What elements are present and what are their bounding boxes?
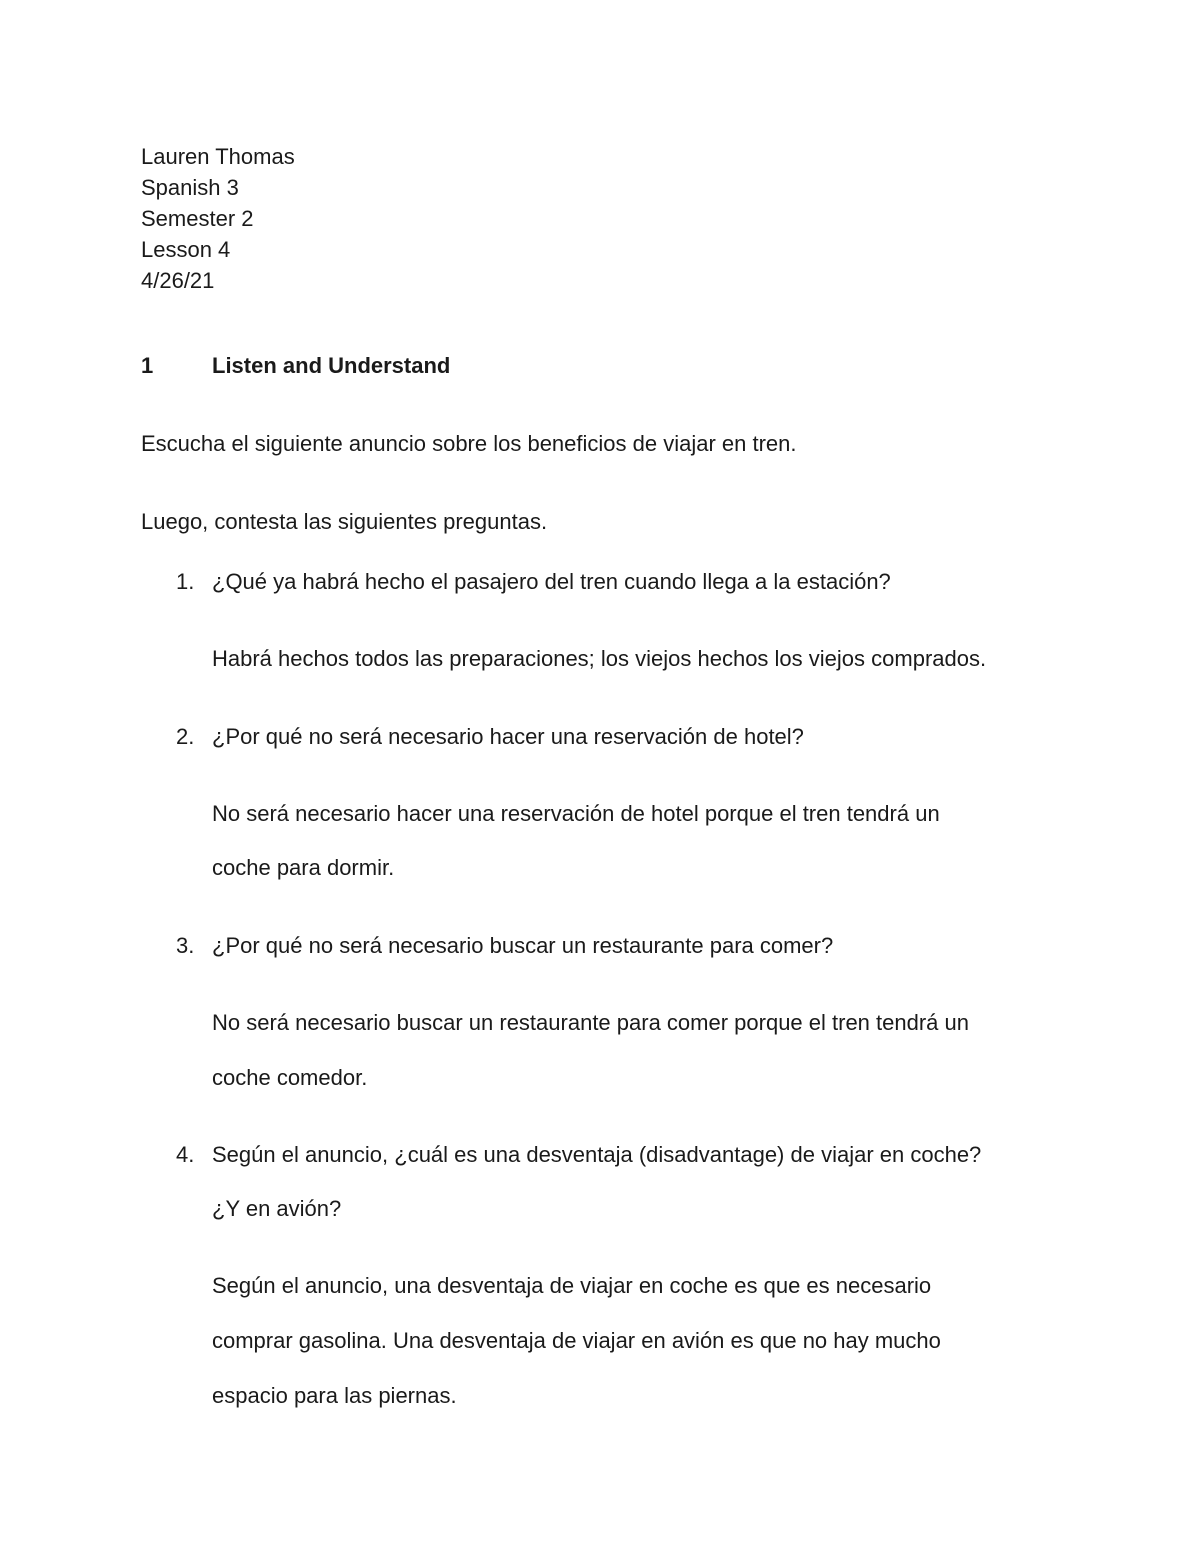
answer-text: No será necesario hacer una reservación de hotel porque el tren tendrá un [212, 801, 940, 826]
document-date: 4/26/21 [141, 268, 215, 293]
answer-text: No será necesario buscar un restaurante para comer porque el tren tendrá un [212, 1010, 969, 1035]
section-number: 1 [141, 353, 154, 378]
question-text: ¿Qué ya habrá hecho el pasajero del tren cuando llega a la estación? [212, 569, 891, 594]
question-text: ¿Y en avión? [212, 1196, 342, 1221]
lesson-label: Lesson 4 [141, 237, 231, 262]
question-text: ¿Por qué no será necesario buscar un restaurante para comer? [212, 933, 834, 958]
question-text: Según el anuncio, ¿cuál es una desventaja (disadvantage) de viajar en coche? [212, 1142, 982, 1167]
question-number: 1. [176, 569, 195, 594]
student-name: Lauren Thomas [141, 144, 295, 169]
question-number: 2. [176, 724, 195, 749]
instruction-line: Escucha el siguiente anuncio sobre los beneficios de viajar en tren. [141, 431, 797, 456]
instruction-line: Luego, contesta las siguientes preguntas. [141, 509, 548, 534]
question-text: ¿Por qué no será necesario hacer una reservación de hotel? [212, 724, 804, 749]
answer-text: Según el anuncio, una desventaja de viajar en coche es que es necesario [212, 1273, 932, 1298]
answer-text: espacio para las piernas. [212, 1383, 457, 1408]
answer-text: coche para dormir. [212, 855, 395, 880]
question-number: 4. [176, 1142, 195, 1167]
answer-text: Habrá hechos todos las preparaciones; los viejos hechos los viejos comprados. [212, 646, 987, 671]
section-title: Listen and Understand [212, 353, 451, 378]
semester-label: Semester 2 [141, 206, 254, 231]
answer-text: coche comedor. [212, 1065, 368, 1090]
question-number: 3. [176, 933, 195, 958]
course-name: Spanish 3 [141, 175, 239, 200]
answer-text: comprar gasolina. Una desventaja de viajar en avión es que no hay mucho [212, 1328, 941, 1353]
